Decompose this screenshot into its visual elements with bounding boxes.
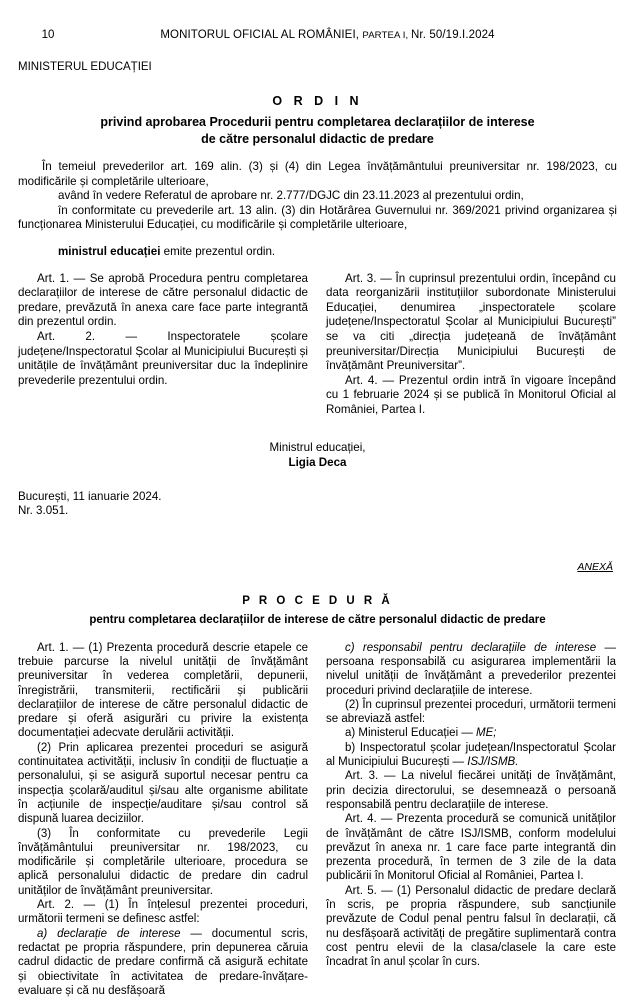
article-paragraph: Art. 4. — Prezentul ordin intră în vigoare începând cu 1 februarie 2024 și se publică în Monitorul Oficial al României, Partea I. bbox=[326, 373, 616, 416]
procedure-column-right bbox=[326, 641, 616, 998]
procedure-body bbox=[18, 641, 617, 998]
running-head bbox=[18, 28, 617, 58]
procedure-kicker: P R O C E D U R Ă bbox=[242, 594, 393, 607]
annex-label: ANEXĂ bbox=[577, 560, 613, 573]
order-enacting-clause bbox=[18, 245, 617, 260]
definition-term-a: a) declarație de interese bbox=[37, 927, 181, 940]
place-date: București, 11 ianuarie 2024. bbox=[18, 489, 162, 503]
article-paragraph: Art. 3. — În cuprinsul prezentului ordin, începând cu data reorganizării instituțiilor subordonate Ministerului Educației, denumirea „inspectoratele școlare județene/Inspectoratul Școlar al Municipiului București” se va citi „direcția județeană de învățământ preuniversitar/Direcția Municipiului București de învățământ Preuniversitar”. bbox=[326, 271, 616, 373]
abbrev-item-b bbox=[326, 741, 616, 770]
publication-name: MONITORUL OFICIAL AL ROMÂNIEI, bbox=[160, 29, 363, 41]
article-paragraph: Art. 1. — Se aprobă Procedura pentru completarea declarațiilor de interese de către personalul didactic de predare, prevăzută în anexa care face parte integrantă din prezentul ordin. bbox=[18, 271, 308, 329]
preamble-paragraph: având în vedere Referatul de aprobare nr. 2.777/DGJC din 23.11.2023 al prezentului ordin, bbox=[58, 189, 524, 203]
procedure-column-left bbox=[18, 641, 308, 998]
definition-term-c: c) responsabil pentru declarațiile de interese bbox=[345, 641, 597, 654]
enacting-rest: emite prezentul ordin. bbox=[160, 244, 276, 258]
definition-text-a: — documentul scris, redactat pe propria răspundere, prin depunerea căruia cadrul didactic de predare confirmă că asigură echitate și obiectivitate în activitatea de predare-învățare-evaluare și că nu desfășoară bbox=[18, 927, 308, 997]
order-subtitle bbox=[18, 114, 617, 147]
order-subtitle-line2: de către personalul didactic de predare bbox=[201, 131, 434, 146]
preamble-paragraph: în conformitate cu prevederile art. 13 alin. (3) din Hotărârea Guvernului nr. 369/2021 privind organizarea și funcționarea Ministerului Educației, cu modificările și completările ulterioare, bbox=[18, 203, 617, 232]
publication-part: PARTEA I, bbox=[362, 30, 411, 41]
abbrev-value-b: ISJ/ISMB. bbox=[467, 756, 519, 769]
abbrev-item-a bbox=[326, 726, 616, 740]
definition-item-a bbox=[18, 927, 308, 998]
order-preamble bbox=[18, 160, 617, 233]
signature-block bbox=[18, 440, 617, 470]
procedure-paragraph: Art. 5. — (1) Personalul didactic de predare declară în scris, pe propria răspundere, sub sancțiunile prevăzute de Codul penal pentru falsul în declarații, că nu desfășoară activități de pregătire suplimentară contra cost pentru elevii de la clasa/clasele la care este încadrat în anul școlar în curs. bbox=[326, 884, 616, 969]
abbrev-label-b: b) Inspectoratul școlar județean/Inspectoratul Școlar al Municipiului București — bbox=[326, 741, 616, 769]
publication-issue: Nr. 50/19.I.2024 bbox=[411, 29, 495, 41]
order-number: Nr. 3.051. bbox=[18, 504, 69, 518]
publication-title bbox=[78, 28, 617, 43]
procedure-subtitle: pentru completarea declarațiilor de interese de către personalul didactic de predare bbox=[89, 613, 546, 626]
abbrev-value-a: ME; bbox=[476, 727, 497, 740]
procedure-paragraph: Art. 4. — Prezenta procedură se comunică unităților de învățământ de către ISJ/ISMB, conform modelului prevăzut în anexa nr. 1 care face parte integrantă din prezenta procedură, în termen de 3 zile de la data publicării în Monitorul Oficial al României, Partea I. bbox=[326, 813, 616, 883]
definition-text-c: — persoana responsabilă cu asigurarea implementării la nivelul unității de învățământ a prevederilor prezentei proceduri privind declarațiile de interese. bbox=[326, 641, 617, 697]
procedure-paragraph: (2) Prin aplicarea prezentei proceduri se asigură continuitatea activității, inclusiv în condiții de fluctuație a personalului, și se asigură suportul necesar pentru ca inspecția școlară/auditul și/sau alte organisme abilitate în acțiunile de inspecție/auditare și/sau control să dispună luarea deciziilor. bbox=[18, 741, 308, 826]
order-column-left bbox=[18, 272, 308, 418]
order-column-right bbox=[326, 272, 616, 418]
ministry-heading: MINISTERUL EDUCAȚIEI bbox=[18, 61, 152, 73]
page-folio-number: 10 bbox=[41, 29, 55, 41]
order-subtitle-line1: privind aprobarea Procedurii pentru completarea declarațiilor de interese bbox=[100, 115, 535, 129]
order-title-block bbox=[18, 93, 617, 147]
procedure-paragraph: Art. 1. — (1) Prezenta procedură descrie etapele ce trebuie parcurse la nivelul unității de învățământ preuniversitar în vederea completării, depunerii, înregistrării, transmiterii, rectificării și publicării declarațiilor de interese de către personalul didactic de predare și oferă asigurări cu privire la existența documentației adecvate derulării activității. bbox=[18, 641, 308, 740]
enacting-subject: ministrul educației bbox=[58, 244, 161, 258]
procedure-paragraph: Art. 2. — (1) În înțelesul prezentei proceduri, următorii termeni se definesc astfel: bbox=[18, 899, 308, 926]
document-page bbox=[0, 28, 635, 997]
procedure-paragraph: (3) În conformitate cu prevederile Legii învățământului preuniversitar nr. 198/2023, cu modificările și completările ulterioare, procedura se aplică personalului didactic de predare din cadrul unităților de învățământ preuniversitar. bbox=[18, 827, 308, 897]
signature-name: Ligia Deca bbox=[288, 455, 347, 469]
place-and-number bbox=[18, 490, 617, 519]
order-kicker: O R D I N bbox=[272, 94, 363, 108]
procedure-paragraph: (2) În cuprinsul prezentei proceduri, următorii termeni se abreviază astfel: bbox=[326, 698, 616, 726]
article-paragraph: Art. 2. — Inspectoratele școlare județene/Inspectoratul Școlar al Municipiului București și unitățile de învățământ preuniversitar duc la îndeplinire prevederile prezentului ordin. bbox=[18, 329, 308, 387]
order-articles bbox=[18, 272, 617, 418]
abbrev-label-a: a) Ministerul Educației — bbox=[345, 727, 477, 740]
procedure-title-block bbox=[18, 594, 617, 628]
preamble-paragraph: În temeiul prevederilor art. 169 alin. (3) și (4) din Legea învățământului preuniversitar nr. 198/2023, cu modificările și completările ulterioare, bbox=[18, 160, 617, 188]
signature-role: Ministrul educației, bbox=[269, 440, 366, 454]
procedure-paragraph: Art. 3. — La nivelul fiecărei unități de învățământ, prin decizia directorului, se desemnează o persoană responsabilă pentru declarațiile de interese. bbox=[326, 770, 616, 811]
definition-item-c bbox=[326, 641, 616, 698]
